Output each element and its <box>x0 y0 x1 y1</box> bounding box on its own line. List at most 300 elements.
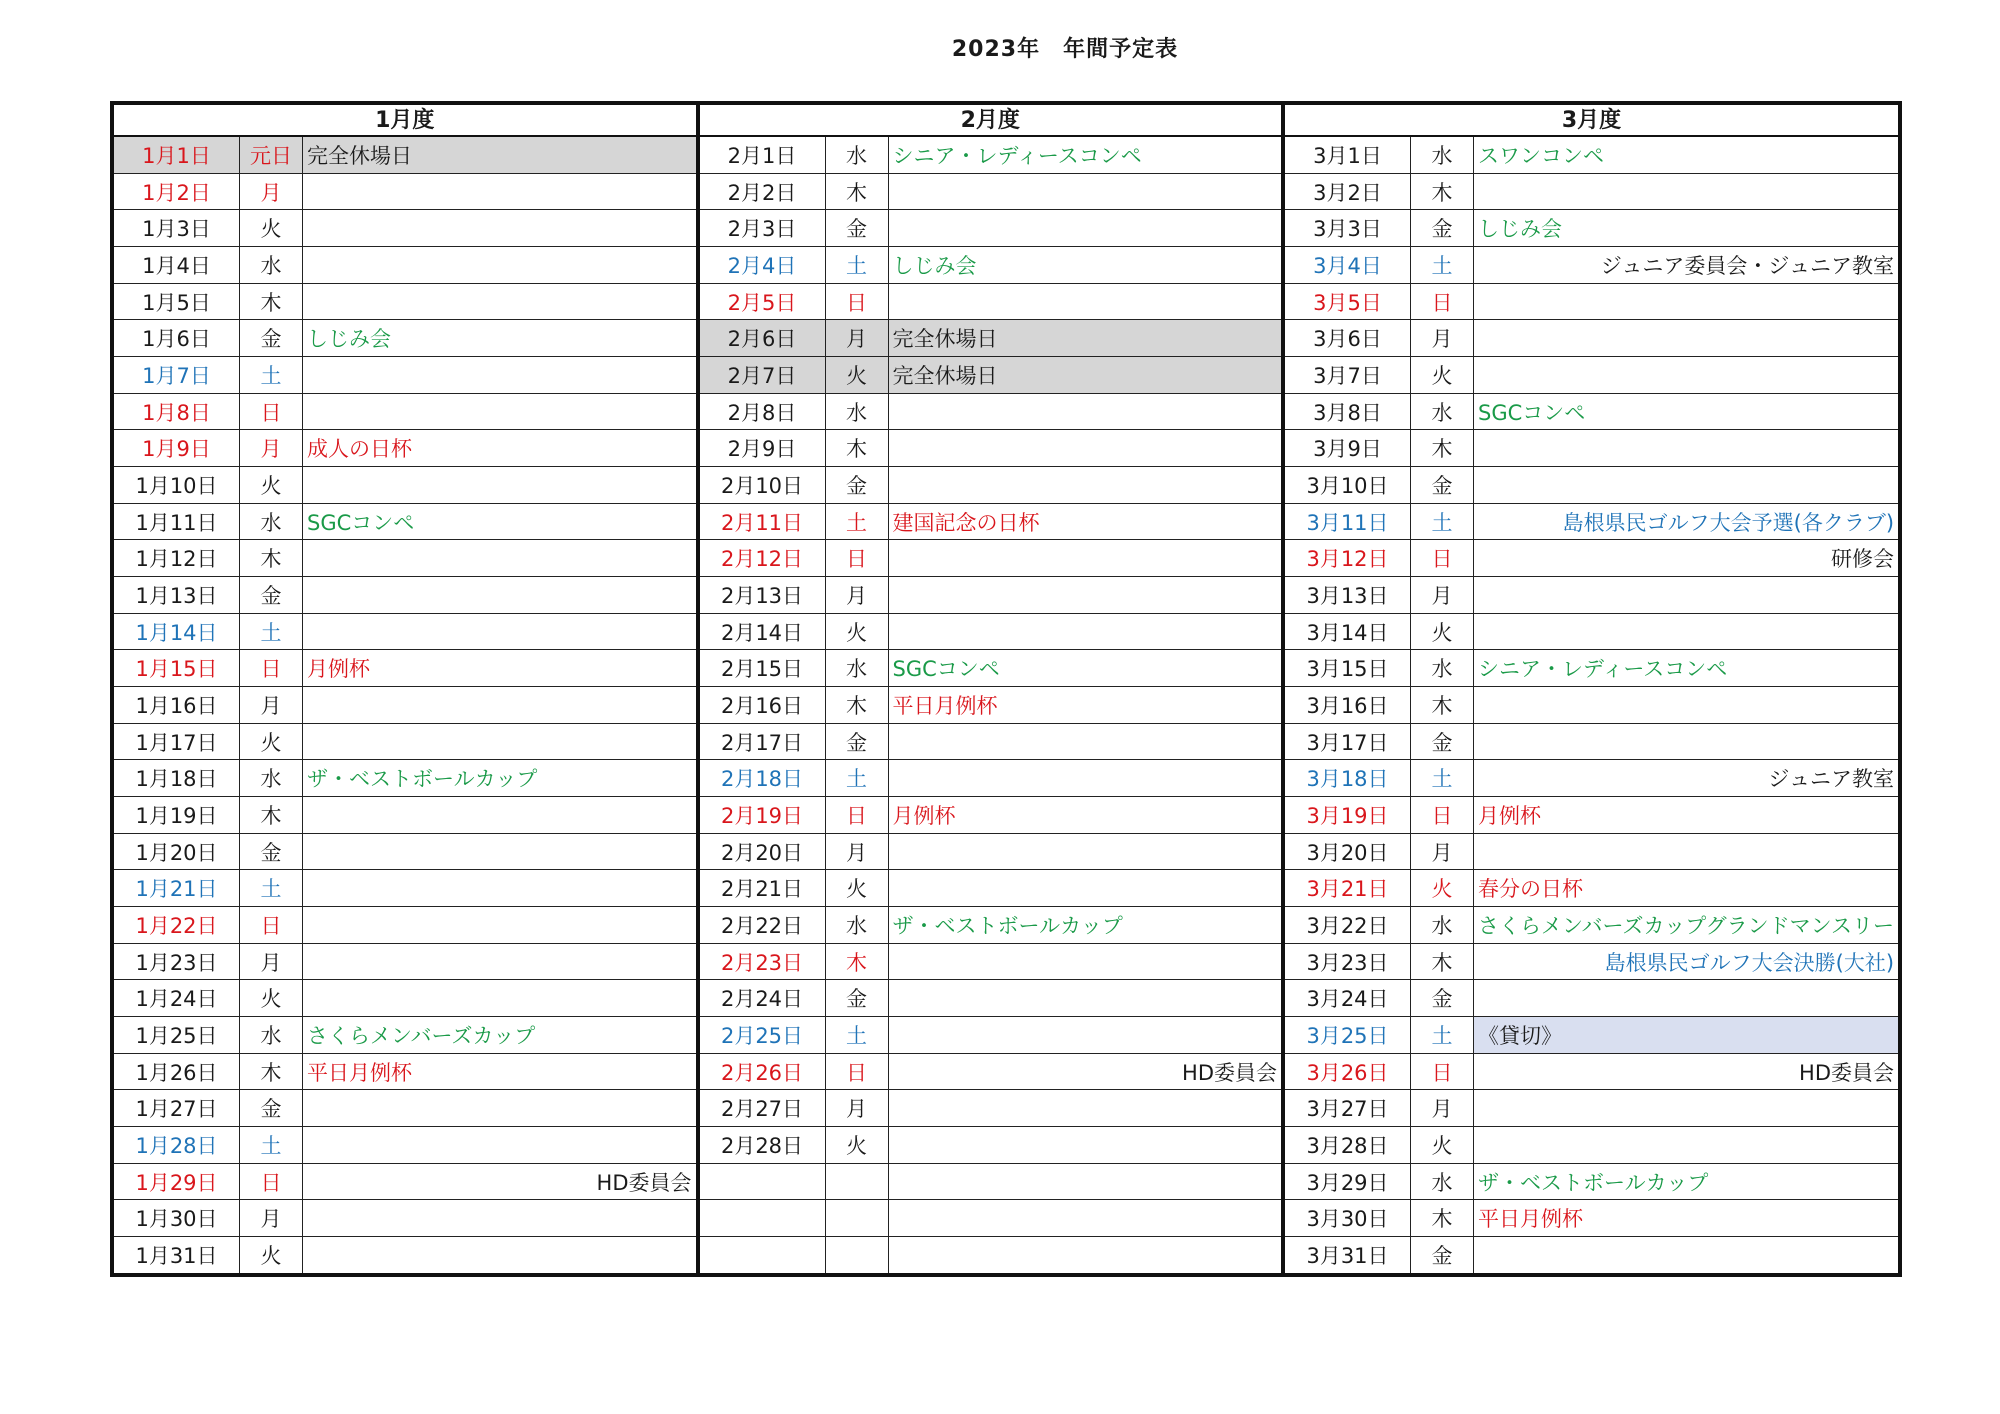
event-cell <box>1474 1237 1898 1273</box>
date-cell: 2月20日 <box>700 834 826 870</box>
date-cell: 1月27日 <box>114 1090 240 1126</box>
date-cell: 2月2日 <box>700 174 826 210</box>
table-row <box>114 760 696 797</box>
weekday-cell: 月 <box>240 174 303 210</box>
event-cell: 平日月例杯 <box>892 693 998 718</box>
table-row <box>114 687 696 724</box>
date-cell: 1月1日 <box>114 137 240 173</box>
table-row <box>114 137 696 174</box>
table-row <box>114 1127 696 1164</box>
date-cell: 3月14日 <box>1285 614 1411 650</box>
table-row <box>1285 540 1898 577</box>
event-cell <box>303 614 696 650</box>
weekday-cell: 火 <box>240 980 303 1016</box>
date-cell: 1月28日 <box>114 1127 240 1163</box>
weekday-cell: 金 <box>826 467 889 503</box>
table-row <box>700 907 1282 944</box>
table-row <box>114 504 696 541</box>
day-rows <box>1285 137 1898 1273</box>
event-cell <box>303 724 696 760</box>
weekday-cell: 水 <box>1411 907 1474 943</box>
date-cell: 1月29日 <box>114 1164 240 1200</box>
table-row <box>114 540 696 577</box>
date-cell: 2月4日 <box>700 247 826 283</box>
weekday-cell: 木 <box>826 687 889 723</box>
table-row <box>1285 1090 1898 1127</box>
event-cell: HD委員会 <box>596 1170 692 1195</box>
weekday-cell: 水 <box>240 504 303 540</box>
date-cell: 1月21日 <box>114 870 240 906</box>
weekday-cell: 火 <box>1411 1127 1474 1163</box>
month-column-feb <box>696 105 1282 1273</box>
table-row <box>700 1200 1282 1237</box>
weekday-cell: 土 <box>240 614 303 650</box>
weekday-cell: 火 <box>826 614 889 650</box>
event-cell <box>889 614 1282 650</box>
date-cell: 3月28日 <box>1285 1127 1411 1163</box>
event-cell: 建国記念の日杯 <box>892 510 1040 535</box>
weekday-cell: 水 <box>1411 1164 1474 1200</box>
table-row <box>114 944 696 981</box>
event-cell <box>889 540 1282 576</box>
event-cell <box>889 430 1282 466</box>
weekday-cell: 木 <box>826 174 889 210</box>
event-cell <box>889 577 1282 613</box>
event-cell <box>889 1237 1282 1273</box>
table-row <box>700 797 1282 834</box>
event-cell: 平日月例杯 <box>1478 1207 1583 1232</box>
event-cell <box>889 174 1282 210</box>
month-column-mar <box>1281 105 1898 1273</box>
table-row <box>700 284 1282 321</box>
weekday-cell: 日 <box>240 394 303 430</box>
table-row <box>700 467 1282 504</box>
table-row <box>700 210 1282 247</box>
weekday-cell: 木 <box>1411 1200 1474 1236</box>
event-cell: 《貸切》 <box>1474 1017 1898 1053</box>
event-cell: 島根県民ゴルフ大会予選(各クラブ) <box>1562 510 1895 535</box>
event-cell <box>303 980 696 1016</box>
weekday-cell: 火 <box>240 210 303 246</box>
weekday-cell: 木 <box>240 540 303 576</box>
event-cell: しじみ会 <box>307 327 391 352</box>
weekday-cell: 月 <box>1411 577 1474 613</box>
weekday-cell: 土 <box>826 760 889 796</box>
date-cell: 2月9日 <box>700 430 826 466</box>
weekday-cell: 日 <box>826 540 889 576</box>
table-row <box>1285 394 1898 431</box>
date-cell: 3月25日 <box>1285 1017 1411 1053</box>
date-cell: 3月7日 <box>1285 357 1411 393</box>
weekday-cell: 木 <box>240 797 303 833</box>
date-cell: 1月26日 <box>114 1054 240 1090</box>
table-row <box>700 650 1282 687</box>
date-cell: 1月24日 <box>114 980 240 1016</box>
weekday-cell: 土 <box>1411 247 1474 283</box>
weekday-cell: 水 <box>240 247 303 283</box>
table-row <box>114 430 696 467</box>
event-cell <box>889 1200 1282 1236</box>
weekday-cell: 土 <box>1411 760 1474 796</box>
date-cell: 1月13日 <box>114 577 240 613</box>
event-cell <box>1474 834 1898 870</box>
date-cell <box>700 1164 826 1200</box>
weekday-cell: 日 <box>1411 1054 1474 1090</box>
weekday-cell: 金 <box>240 577 303 613</box>
event-cell <box>303 1127 696 1163</box>
event-cell: シニア・レディースコンペ <box>892 143 1142 168</box>
date-cell: 1月4日 <box>114 247 240 283</box>
event-cell <box>889 394 1282 430</box>
date-cell: 3月6日 <box>1285 320 1411 356</box>
date-cell: 3月20日 <box>1285 834 1411 870</box>
table-row <box>700 944 1282 981</box>
event-cell: 島根県民ゴルフ大会決勝(大社) <box>1604 950 1895 975</box>
weekday-cell: 火 <box>1411 357 1474 393</box>
weekday-cell: 金 <box>240 1090 303 1126</box>
weekday-cell: 日 <box>826 1054 889 1090</box>
weekday-cell: 水 <box>240 1017 303 1053</box>
weekday-cell: 木 <box>240 284 303 320</box>
date-cell: 2月3日 <box>700 210 826 246</box>
date-cell: 2月16日 <box>700 687 826 723</box>
event-cell <box>889 724 1282 760</box>
weekday-cell: 金 <box>826 980 889 1016</box>
table-row <box>700 1237 1282 1273</box>
event-cell: 完全休場日 <box>889 320 1282 356</box>
table-row <box>114 1090 696 1127</box>
event-cell <box>1474 284 1898 320</box>
date-cell: 1月9日 <box>114 430 240 466</box>
event-cell <box>303 540 696 576</box>
weekday-cell: 火 <box>240 1237 303 1273</box>
weekday-cell: 木 <box>1411 174 1474 210</box>
table-row <box>1285 870 1898 907</box>
weekday-cell: 金 <box>1411 980 1474 1016</box>
event-cell <box>303 577 696 613</box>
weekday-cell: 木 <box>826 430 889 466</box>
event-cell <box>1474 614 1898 650</box>
weekday-cell: 金 <box>1411 724 1474 760</box>
date-cell: 3月22日 <box>1285 907 1411 943</box>
weekday-cell: 日 <box>240 907 303 943</box>
table-row <box>114 247 696 284</box>
event-cell: HD委員会 <box>1799 1060 1895 1085</box>
weekday-cell <box>826 1200 889 1236</box>
table-row <box>700 1054 1282 1091</box>
event-cell <box>889 944 1282 980</box>
table-row <box>700 174 1282 211</box>
table-row <box>1285 980 1898 1017</box>
date-cell: 3月5日 <box>1285 284 1411 320</box>
table-row <box>1285 760 1898 797</box>
date-cell: 1月3日 <box>114 210 240 246</box>
date-cell: 3月17日 <box>1285 724 1411 760</box>
date-cell: 3月8日 <box>1285 394 1411 430</box>
event-cell: 研修会 <box>1831 547 1895 572</box>
weekday-cell: 木 <box>1411 687 1474 723</box>
weekday-cell: 土 <box>240 357 303 393</box>
table-row <box>700 1164 1282 1201</box>
date-cell: 1月6日 <box>114 320 240 356</box>
event-cell <box>303 247 696 283</box>
event-cell <box>889 980 1282 1016</box>
date-cell: 3月4日 <box>1285 247 1411 283</box>
weekday-cell <box>826 1237 889 1273</box>
weekday-cell: 土 <box>240 870 303 906</box>
event-cell <box>303 687 696 723</box>
weekday-cell: 水 <box>826 907 889 943</box>
table-row <box>114 1200 696 1237</box>
date-cell: 2月5日 <box>700 284 826 320</box>
weekday-cell: 木 <box>826 944 889 980</box>
event-cell: しじみ会 <box>892 253 977 278</box>
event-cell <box>889 870 1282 906</box>
month-header: 2月度 <box>700 105 1282 137</box>
event-cell: シニア・レディースコンペ <box>1478 657 1728 682</box>
event-cell <box>1474 467 1898 503</box>
table-row <box>1285 650 1898 687</box>
table-row <box>700 1090 1282 1127</box>
table-row <box>1285 210 1898 247</box>
event-cell <box>303 797 696 833</box>
event-cell: 完全休場日 <box>303 137 696 173</box>
event-cell: 月例杯 <box>1478 803 1541 828</box>
event-cell <box>889 760 1282 796</box>
date-cell: 3月18日 <box>1285 760 1411 796</box>
event-cell <box>303 210 696 246</box>
date-cell: 1月10日 <box>114 467 240 503</box>
date-cell: 2月18日 <box>700 760 826 796</box>
table-row <box>1285 430 1898 467</box>
weekday-cell: 月 <box>826 834 889 870</box>
date-cell: 1月17日 <box>114 724 240 760</box>
weekday-cell: 金 <box>1411 467 1474 503</box>
date-cell <box>700 1200 826 1236</box>
date-cell: 1月16日 <box>114 687 240 723</box>
date-cell: 3月24日 <box>1285 980 1411 1016</box>
event-cell <box>303 394 696 430</box>
event-cell: しじみ会 <box>1478 217 1562 242</box>
event-cell <box>889 1164 1282 1200</box>
weekday-cell: 火 <box>1411 614 1474 650</box>
weekday-cell: 火 <box>826 357 889 393</box>
table-row <box>114 870 696 907</box>
weekday-cell: 金 <box>240 320 303 356</box>
date-cell: 1月12日 <box>114 540 240 576</box>
weekday-cell: 水 <box>1411 394 1474 430</box>
date-cell: 3月3日 <box>1285 210 1411 246</box>
weekday-cell: 木 <box>1411 430 1474 466</box>
weekday-cell: 土 <box>826 247 889 283</box>
weekday-cell: 金 <box>1411 1237 1474 1273</box>
event-cell <box>1474 430 1898 466</box>
weekday-cell: 木 <box>1411 944 1474 980</box>
event-cell: さくらメンバーズカップグランドマンスリー <box>1478 913 1895 938</box>
table-row <box>1285 504 1898 541</box>
event-cell: SGCコンペ <box>892 657 1000 682</box>
table-row <box>1285 687 1898 724</box>
weekday-cell: 火 <box>826 870 889 906</box>
table-row <box>1285 907 1898 944</box>
table-row <box>1285 467 1898 504</box>
date-cell: 1月18日 <box>114 760 240 796</box>
table-row <box>1285 284 1898 321</box>
date-cell: 1月20日 <box>114 834 240 870</box>
event-cell <box>303 284 696 320</box>
event-cell <box>889 1127 1282 1163</box>
weekday-cell: 木 <box>240 1054 303 1090</box>
table-row <box>114 614 696 651</box>
weekday-cell: 水 <box>1411 650 1474 686</box>
table-row <box>1285 1164 1898 1201</box>
weekday-cell: 月 <box>240 687 303 723</box>
date-cell: 3月21日 <box>1285 870 1411 906</box>
date-cell: 3月27日 <box>1285 1090 1411 1126</box>
date-cell: 2月28日 <box>700 1127 826 1163</box>
event-cell: ザ・ベストボールカップ <box>307 767 538 792</box>
date-cell: 2月15日 <box>700 650 826 686</box>
table-row <box>114 724 696 761</box>
date-cell: 1月5日 <box>114 284 240 320</box>
weekday-cell: 日 <box>1411 540 1474 576</box>
table-row <box>1285 357 1898 394</box>
date-cell: 1月11日 <box>114 504 240 540</box>
table-row <box>700 357 1282 394</box>
table-row <box>114 320 696 357</box>
weekday-cell <box>826 1164 889 1200</box>
date-cell: 1月30日 <box>114 1200 240 1236</box>
table-row <box>114 577 696 614</box>
event-cell <box>889 284 1282 320</box>
day-rows <box>114 137 696 1273</box>
date-cell: 3月19日 <box>1285 797 1411 833</box>
weekday-cell: 月 <box>240 944 303 980</box>
date-cell: 3月23日 <box>1285 944 1411 980</box>
date-cell: 3月2日 <box>1285 174 1411 210</box>
weekday-cell: 火 <box>1411 870 1474 906</box>
weekday-cell: 金 <box>1411 210 1474 246</box>
table-row <box>1285 577 1898 614</box>
table-row <box>1285 320 1898 357</box>
date-cell: 1月31日 <box>114 1237 240 1273</box>
event-cell: ザ・ベストボールカップ <box>892 913 1123 938</box>
date-cell: 1月23日 <box>114 944 240 980</box>
table-row <box>700 577 1282 614</box>
month-column-jan <box>114 105 696 1273</box>
weekday-cell: 水 <box>826 650 889 686</box>
weekday-cell: 火 <box>240 724 303 760</box>
table-row <box>1285 1054 1898 1091</box>
table-row <box>114 1054 696 1091</box>
event-cell <box>889 210 1282 246</box>
weekday-cell: 金 <box>240 834 303 870</box>
event-cell <box>303 174 696 210</box>
event-cell: SGCコンペ <box>307 510 415 535</box>
table-row <box>114 650 696 687</box>
event-cell: 月例杯 <box>307 657 370 682</box>
weekday-cell: 月 <box>240 430 303 466</box>
event-cell <box>303 1237 696 1273</box>
day-rows <box>700 137 1282 1273</box>
table-row <box>114 284 696 321</box>
event-cell <box>303 357 696 393</box>
date-cell: 2月8日 <box>700 394 826 430</box>
date-cell: 2月21日 <box>700 870 826 906</box>
event-cell: 成人の日杯 <box>307 437 412 462</box>
date-cell: 2月17日 <box>700 724 826 760</box>
event-cell <box>303 834 696 870</box>
weekday-cell: 日 <box>1411 797 1474 833</box>
date-cell: 3月30日 <box>1285 1200 1411 1236</box>
table-row <box>114 834 696 871</box>
weekday-cell: 月 <box>1411 1090 1474 1126</box>
date-cell: 2月1日 <box>700 137 826 173</box>
date-cell: 1月8日 <box>114 394 240 430</box>
date-cell: 1月25日 <box>114 1017 240 1053</box>
date-cell: 3月26日 <box>1285 1054 1411 1090</box>
date-cell: 3月16日 <box>1285 687 1411 723</box>
table-row <box>1285 614 1898 651</box>
table-row <box>700 614 1282 651</box>
event-cell: 春分の日杯 <box>1478 877 1583 902</box>
table-row <box>1285 174 1898 211</box>
weekday-cell: 月 <box>826 320 889 356</box>
date-cell: 1月19日 <box>114 797 240 833</box>
table-row <box>700 980 1282 1017</box>
date-cell: 2月12日 <box>700 540 826 576</box>
event-cell: SGCコンペ <box>1478 400 1586 425</box>
event-cell <box>889 1017 1282 1053</box>
event-cell: 月例杯 <box>892 803 956 828</box>
weekday-cell: 金 <box>826 724 889 760</box>
weekday-cell: 月 <box>826 577 889 613</box>
table-row <box>1285 137 1898 174</box>
weekday-cell: 火 <box>240 467 303 503</box>
schedule-table <box>110 101 1902 1277</box>
month-header: 1月度 <box>114 105 696 137</box>
weekday-cell: 日 <box>240 650 303 686</box>
date-cell: 2月24日 <box>700 980 826 1016</box>
date-cell: 2月6日 <box>700 320 826 356</box>
event-cell <box>1474 577 1898 613</box>
table-row <box>114 174 696 211</box>
table-row <box>700 320 1282 357</box>
date-cell: 1月15日 <box>114 650 240 686</box>
table-row <box>700 504 1282 541</box>
date-cell: 1月14日 <box>114 614 240 650</box>
date-cell: 2月7日 <box>700 357 826 393</box>
event-cell: 平日月例杯 <box>307 1060 412 1085</box>
table-row <box>700 430 1282 467</box>
date-cell: 2月13日 <box>700 577 826 613</box>
weekday-cell: 日 <box>826 797 889 833</box>
date-cell: 2月14日 <box>700 614 826 650</box>
event-cell <box>889 834 1282 870</box>
table-row <box>1285 797 1898 834</box>
date-cell: 2月11日 <box>700 504 826 540</box>
table-row <box>1285 1200 1898 1237</box>
date-cell: 2月25日 <box>700 1017 826 1053</box>
date-cell: 2月10日 <box>700 467 826 503</box>
table-row <box>700 724 1282 761</box>
event-cell <box>1474 174 1898 210</box>
table-row <box>1285 1127 1898 1164</box>
weekday-cell: 水 <box>826 137 889 173</box>
date-cell: 3月10日 <box>1285 467 1411 503</box>
event-cell <box>1474 1090 1898 1126</box>
table-row <box>114 907 696 944</box>
